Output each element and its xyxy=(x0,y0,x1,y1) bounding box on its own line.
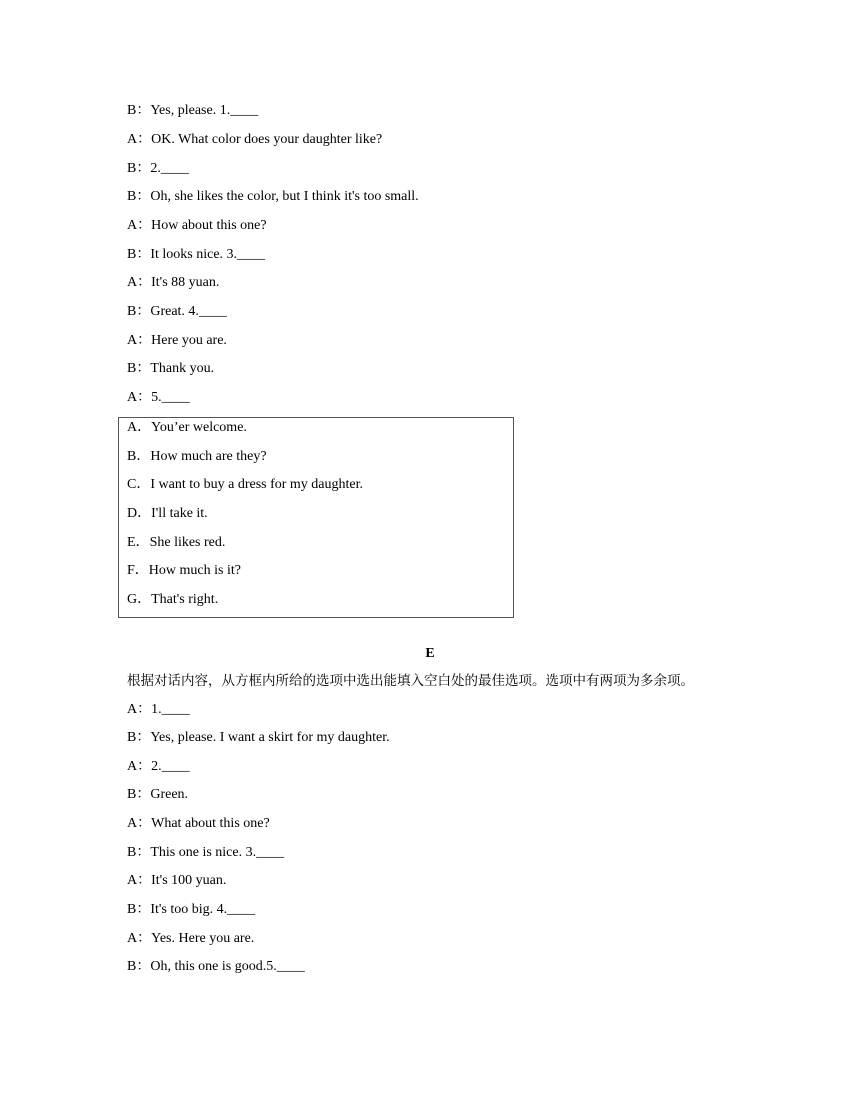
speaker-label: A： xyxy=(127,873,152,888)
speaker-label: A： xyxy=(127,390,152,405)
line-text: How about this one? xyxy=(151,218,267,233)
option-item xyxy=(127,590,218,610)
option-text: How much is it? xyxy=(148,563,241,578)
option-item xyxy=(127,418,247,438)
option-letter: A． xyxy=(127,420,152,435)
dialogue-line xyxy=(127,331,227,351)
option-text: I'll take it. xyxy=(151,506,208,521)
dialogue-line xyxy=(127,814,270,834)
dialogue-line xyxy=(127,302,227,322)
line-text: What about this one? xyxy=(151,816,270,831)
line-text: Yes, please. I want a skirt for my daughter. xyxy=(150,730,390,745)
speaker-label: A： xyxy=(127,333,152,348)
option-item xyxy=(127,504,208,524)
option-text: How much are they? xyxy=(150,449,267,464)
speaker-label: A： xyxy=(127,816,152,831)
option-item xyxy=(127,475,363,495)
option-letter: G． xyxy=(127,592,152,607)
section-heading: E xyxy=(425,646,435,661)
dialogue-line xyxy=(127,843,284,863)
dialogue-line xyxy=(127,757,190,777)
dialogue-line xyxy=(127,159,189,179)
dialogue-line xyxy=(127,785,188,805)
dialogue-line xyxy=(127,388,190,408)
speaker-label: B： xyxy=(127,787,151,802)
speaker-label: B： xyxy=(127,247,151,262)
dialogue-line xyxy=(127,957,305,977)
dialogue-line xyxy=(127,245,265,265)
line-text: Thank you. xyxy=(150,361,215,376)
speaker-label: A： xyxy=(127,218,152,233)
line-text: Green. xyxy=(150,787,189,802)
speaker-label: B： xyxy=(127,730,151,745)
line-text: This one is nice. 3.____ xyxy=(150,845,285,860)
option-text: I want to buy a dress for my daughter. xyxy=(150,477,364,492)
dialogue-line xyxy=(127,273,219,293)
line-text: It's 88 yuan. xyxy=(151,275,220,290)
dialogue-line xyxy=(127,187,419,207)
line-text: 2.____ xyxy=(150,161,189,176)
option-item xyxy=(127,561,241,581)
line-text: 2.____ xyxy=(151,759,190,774)
speaker-label: B： xyxy=(127,103,151,118)
dialogue-line xyxy=(127,728,390,748)
speaker-label: B： xyxy=(127,361,151,376)
line-text: Oh, this one is good.5.____ xyxy=(150,959,305,974)
option-letter: E． xyxy=(127,535,150,550)
section-instruction: 根据对话内容，从方框内所给的选项中选出能填入空白处的最佳选项。选项中有两项为多余项。 xyxy=(127,673,694,689)
option-letter: D． xyxy=(127,506,152,521)
speaker-label: A： xyxy=(127,702,152,717)
option-letter: B． xyxy=(127,449,151,464)
line-text: OK. What color does your daughter like? xyxy=(151,132,383,147)
option-letter: C． xyxy=(127,477,151,492)
speaker-label: B： xyxy=(127,161,151,176)
speaker-label: A： xyxy=(127,132,152,147)
speaker-label: B： xyxy=(127,959,151,974)
speaker-label: B： xyxy=(127,902,151,917)
line-text: Oh, she likes the color, but I think it's too small. xyxy=(150,189,419,204)
line-text: Great. 4.____ xyxy=(150,304,227,319)
option-text: You’er welcome. xyxy=(151,420,247,435)
speaker-label: B： xyxy=(127,189,151,204)
speaker-label: A： xyxy=(127,759,152,774)
option-text: That's right. xyxy=(151,592,219,607)
options-box xyxy=(118,417,514,618)
dialogue-line xyxy=(127,359,214,379)
line-text: Yes, please. 1.____ xyxy=(150,103,259,118)
dialogue-line xyxy=(127,130,382,150)
line-text: Here you are. xyxy=(151,333,227,348)
line-text: Yes. Here you are. xyxy=(151,931,255,946)
option-item xyxy=(127,533,225,553)
option-text: She likes red. xyxy=(149,535,226,550)
speaker-label: A： xyxy=(127,931,152,946)
dialogue-line xyxy=(127,216,267,236)
dialogue-line xyxy=(127,900,255,920)
dialogue-line xyxy=(127,929,254,949)
option-letter: F． xyxy=(127,563,149,578)
speaker-label: B： xyxy=(127,845,151,860)
dialogue-line xyxy=(127,101,258,121)
dialogue-line xyxy=(127,700,190,720)
line-text: 5.____ xyxy=(151,390,190,405)
line-text: It's 100 yuan. xyxy=(151,873,227,888)
line-text: 1.____ xyxy=(151,702,190,717)
dialogue-line xyxy=(127,871,226,891)
line-text: It looks nice. 3.____ xyxy=(150,247,266,262)
option-item xyxy=(127,447,267,467)
line-text: It's too big. 4.____ xyxy=(150,902,256,917)
speaker-label: B： xyxy=(127,304,151,319)
speaker-label: A： xyxy=(127,275,152,290)
